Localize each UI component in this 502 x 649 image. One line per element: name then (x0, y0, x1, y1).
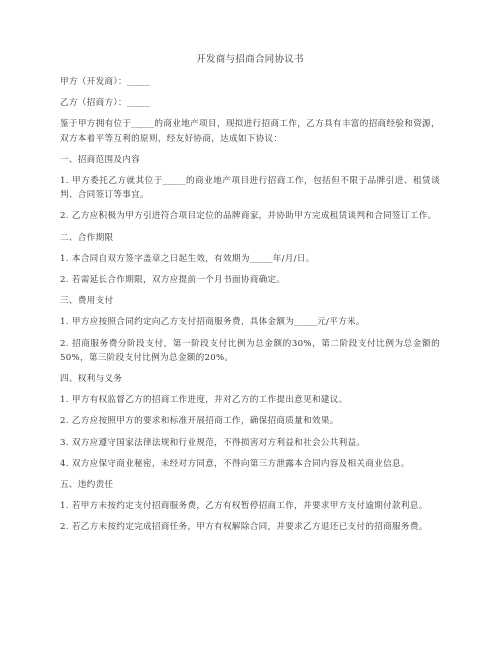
rights-item-2: 2. 乙方应按照甲方的要求和标准开展招商工作，确保招商质量和效果。 (60, 416, 339, 427)
breach-item-1: 1. 若甲方未按约定支付招商服务费，乙方有权暂停招商工作，并要求甲方支付逾期付款利息。 (60, 501, 428, 512)
section-heading-term: 二、合作期限 (60, 232, 114, 243)
party-b-line: 乙方（招商方）：_____ (60, 98, 150, 109)
fees-item-2: 2. 招商服务费分阶段支付，第一阶段支付比例为总金额的30%，第二阶段支付比例为总金额的50%，第三阶段支付比例为总金额的20%。 (60, 338, 440, 363)
fees-item-1: 1. 甲方应按照合同约定向乙方支付招商服务费，具体金额为_____元/平方米。 (60, 317, 365, 328)
breach-item-2: 2. 若乙方未按约定完成招商任务，甲方有权解除合同，并要求乙方退还已支付的招商服务费。 (60, 522, 428, 533)
document-title: 开发商与招商合同协议书 (196, 54, 304, 65)
term-item-2: 2. 若需延长合作期限，双方应提前一个月书面协商确定。 (60, 275, 286, 286)
section-heading-fees: 三、费用支付 (60, 296, 114, 307)
section-heading-breach: 五、违约责任 (60, 480, 114, 491)
rights-item-1: 1. 甲方有权监督乙方的招商工作进度，并对乙方的工作提出意见和建议。 (60, 395, 348, 406)
scope-item-2: 2. 乙方应积极为甲方引进符合项目定位的品牌商家，并协助甲方完成租赁谈判和合同签订工作。 (60, 211, 437, 222)
rights-item-4: 4. 双方应保守商业秘密，未经对方同意，不得向第三方泄露本合同内容及相关商业信息。 (60, 458, 410, 469)
intro-paragraph: 鉴于甲方拥有位于_____的商业地产项目，现拟进行招商工作，乙方具有丰富的招商经验和资源，双方本着平等互利的原则，经友好协商，达成如下协议： (60, 119, 440, 144)
party-a-line: 甲方（开发商）：_____ (60, 77, 150, 87)
term-item-1: 1. 本合同自双方签字盖章之日起生效，有效期为_____年/月/日。 (60, 253, 315, 264)
rights-item-3: 3. 双方应遵守国家法律法规和行业规范，不得损害对方利益和社会公共利益。 (60, 437, 366, 448)
section-heading-scope: 一、招商范围及内容 (60, 154, 141, 165)
scope-item-1: 1. 甲方委托乙方就其位于_____的商业地产项目进行招商工作，包括但不限于品牌引进、租赁谈判、合同签订等事宜。 (60, 176, 440, 201)
section-heading-rights: 四、权利与义务 (60, 374, 123, 385)
